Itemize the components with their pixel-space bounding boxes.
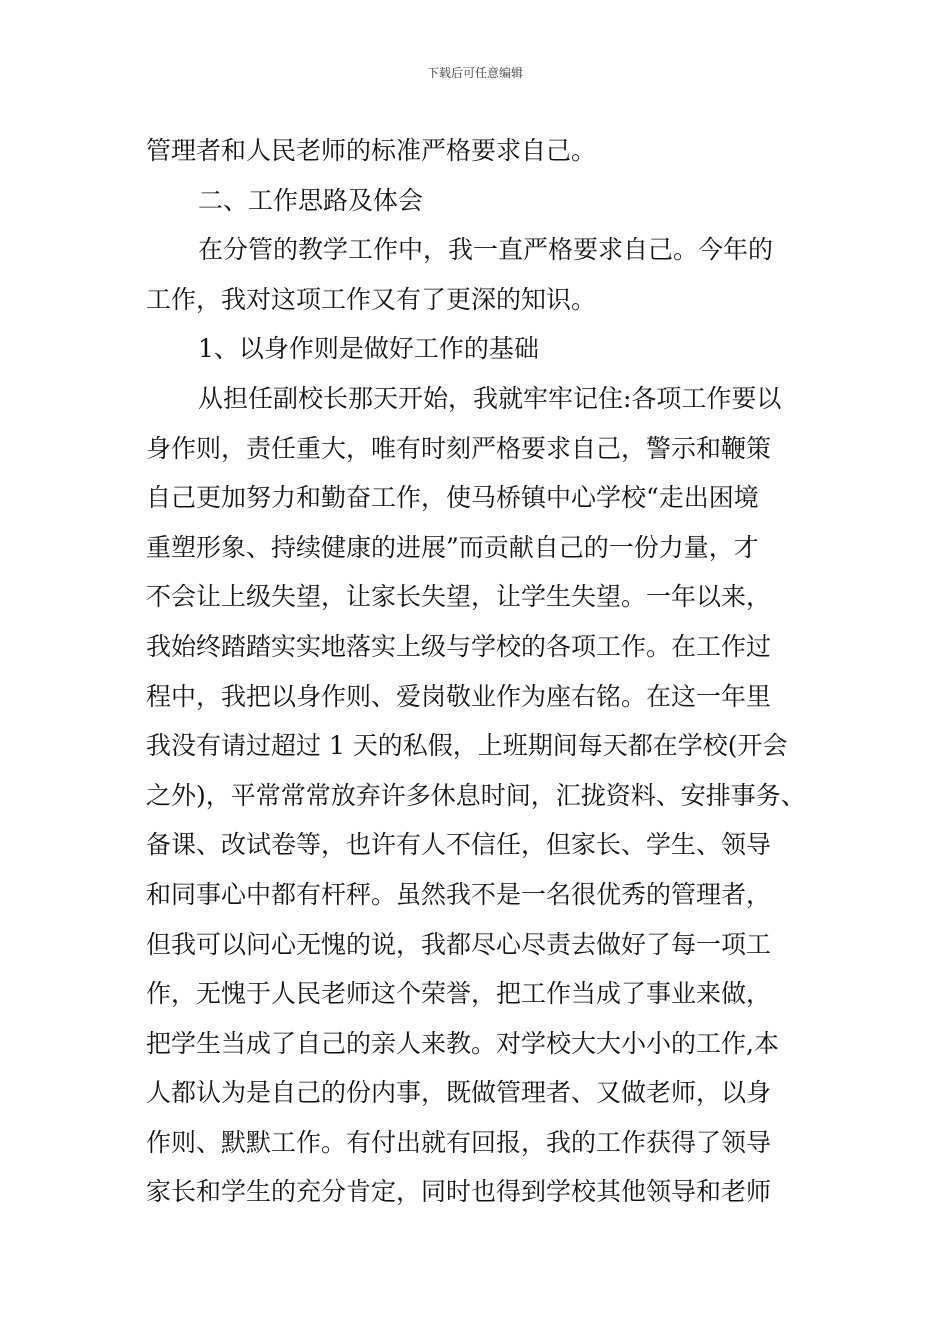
text-line: 我始终踏踏实实地落实上级与学校的各项工作。在工作过 <box>146 631 772 661</box>
text-line: 但我可以问心无愧的说，我都尽心尽责去做好了每一项工 <box>146 929 772 959</box>
text-line: 不会让上级失望，让家长失望，让学生失望。一年以来， <box>146 582 772 612</box>
text-line: 从担任副校长那天开始，我就牢牢记住:各项工作要以 <box>198 383 782 413</box>
text-line: 家长和学生的充分肯定，同时也得到学校其他领导和老师 <box>146 1177 772 1207</box>
text-line: 作，无愧于人民老师这个荣誉，把工作当成了事业来做， <box>146 979 772 1009</box>
page-header: 下载后可任意编辑 <box>426 66 523 80</box>
text-line: 在分管的教学工作中，我一直严格要求自己。今年的 <box>198 235 774 265</box>
subsection-heading: 1、以身作则是做好工作的基础 <box>198 334 539 364</box>
text-line: 备课、改试卷等，也许有人不信任，但家长、学生、领导 <box>146 830 772 860</box>
text-line: 人都认为是自己的份内事，既做管理者、又做老师，以身 <box>146 1078 772 1108</box>
document-body <box>146 126 816 1217</box>
section-heading: 二、工作思路及体会 <box>198 185 424 215</box>
text-line: 程中，我把以身作则、爱岗敬业作为座右铭。在这一年里 <box>146 681 772 711</box>
text-line: 作则、默默工作。有付出就有回报，我的工作获得了领导 <box>146 1127 772 1157</box>
text-line: 我没有请过超过 1 天的私假，上班期间每天都在学校(开会 <box>146 731 788 761</box>
text-line: 和同事心中都有杆秤。虽然我不是一名很优秀的管理者， <box>146 879 772 909</box>
text-line: 工作，我对这项工作又有了更深的知识。 <box>146 284 597 314</box>
text-line: 管理者和人民老师的标准严格要求自己。 <box>146 136 597 165</box>
text-line: 重塑形象、持续健康的进展”而贡献自己的一份力量，才 <box>146 532 759 562</box>
text-line: 自己更加努力和勤奋工作，使马桥镇中心学校“走出困境 <box>146 483 759 513</box>
text-line: 把学生当成了自己的亲人来教。对学校大大小小的工作,本 <box>146 1028 779 1058</box>
text-line: 身作则，责任重大，唯有时刻严格要求自己，警示和鞭策 <box>146 433 772 463</box>
text-line: 之外)，平常常常放弃许多休息时间，汇拢资料、安排事务、 <box>146 780 806 810</box>
